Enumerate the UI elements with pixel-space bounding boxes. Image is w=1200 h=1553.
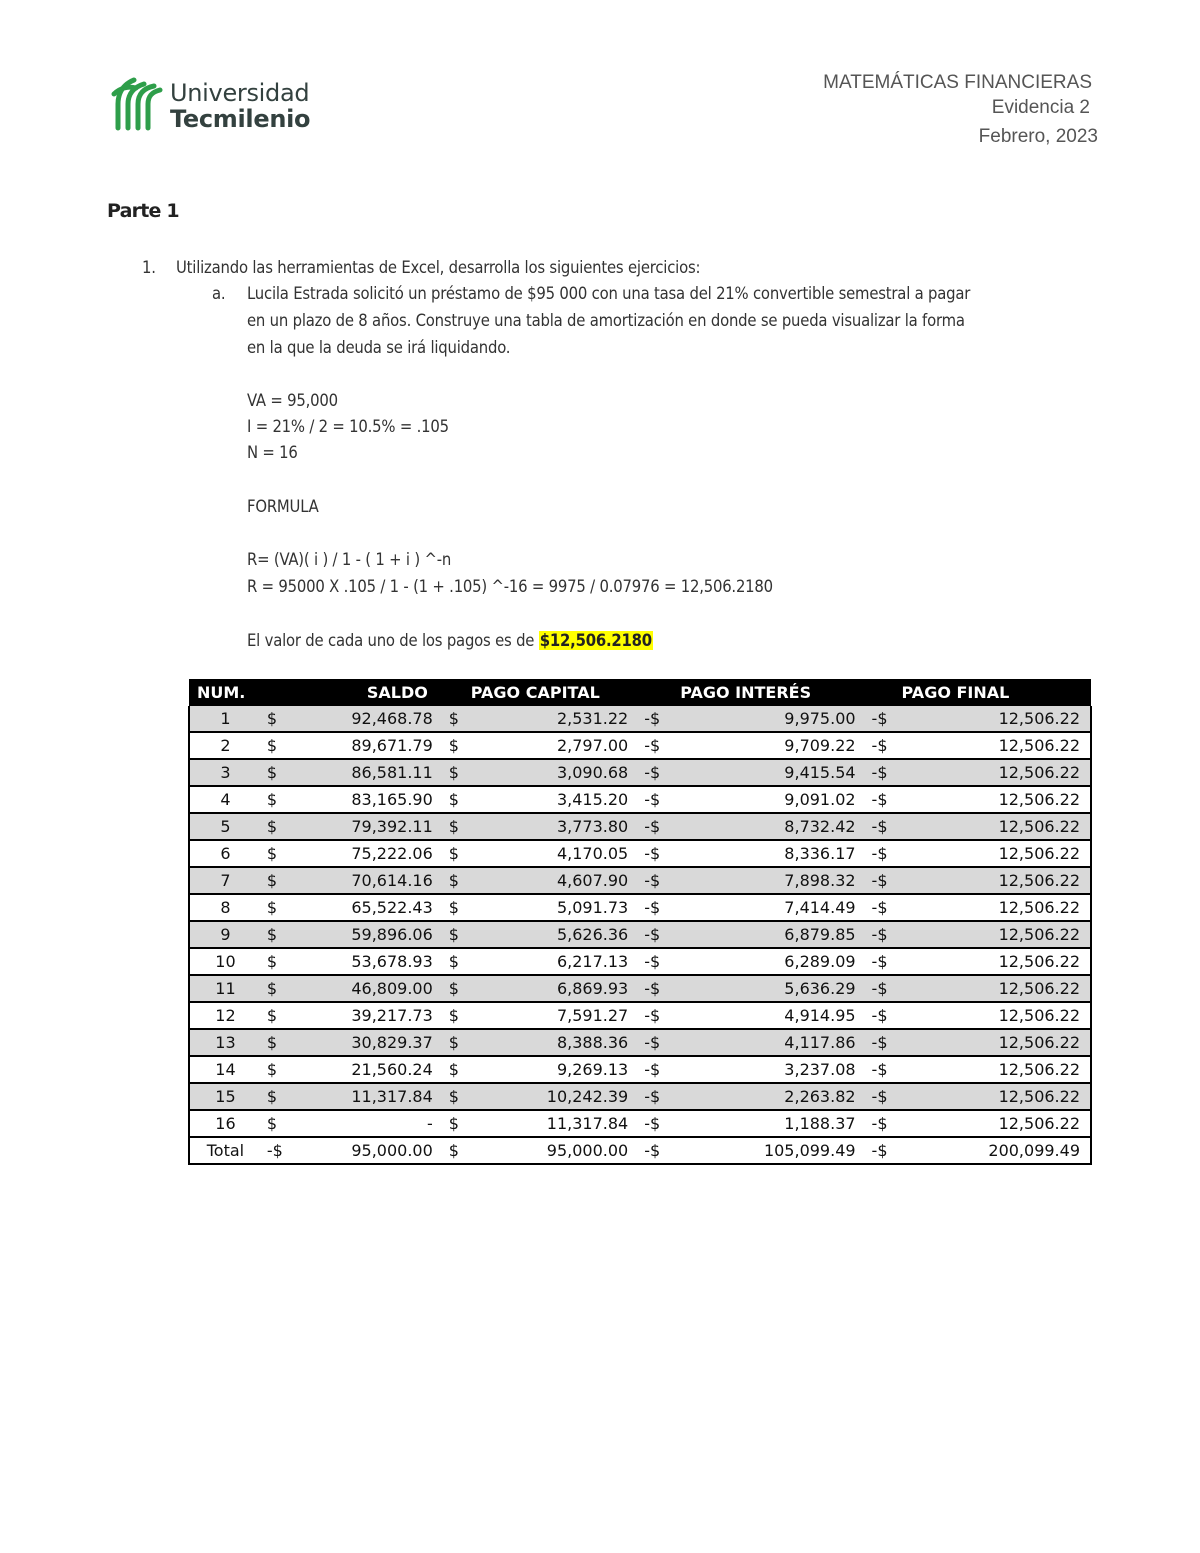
cell-num: 6	[189, 840, 261, 867]
cell-currency: $	[443, 786, 475, 813]
cell-currency: $	[261, 894, 293, 921]
cell-currency: -$	[638, 786, 678, 813]
header-pago-final: PAGO FINAL	[866, 679, 1091, 706]
cell-num: Total	[189, 1137, 261, 1164]
cell-currency: -$	[866, 1110, 906, 1137]
cell-saldo: 46,809.00	[293, 975, 443, 1002]
cell-currency: -$	[866, 759, 906, 786]
cell-pago-capital: 3,773.80	[475, 813, 639, 840]
cell-saldo: 92,468.78	[293, 706, 443, 732]
cell-pago-capital: 5,091.73	[475, 894, 639, 921]
cell-currency: $	[443, 1110, 475, 1137]
document-date: Febrero, 2023	[978, 126, 1098, 147]
table-row	[189, 975, 1091, 1002]
result-sentence	[247, 631, 653, 650]
cell-num: 2	[189, 732, 261, 759]
cell-currency: -$	[638, 1002, 678, 1029]
cell-pago-final: 12,506.22	[905, 894, 1091, 921]
cell-pago-capital: 2,797.00	[475, 732, 639, 759]
cell-currency: $	[443, 840, 475, 867]
cell-pago-final: 12,506.22	[905, 921, 1091, 948]
cell-currency: $	[261, 759, 293, 786]
cell-currency: -$	[866, 1137, 906, 1164]
header-pago-capital: PAGO CAPITAL	[443, 679, 638, 706]
cell-pago-final: 12,506.22	[905, 732, 1091, 759]
cell-currency: -$	[866, 786, 906, 813]
cell-pago-capital: 4,170.05	[475, 840, 639, 867]
cell-num: 4	[189, 786, 261, 813]
cell-saldo: 53,678.93	[293, 948, 443, 975]
cell-currency: $	[261, 1002, 293, 1029]
cell-saldo: 79,392.11	[293, 813, 443, 840]
table-row	[189, 867, 1091, 894]
result-text: El valor de cada uno de los pagos es de	[247, 631, 539, 650]
cell-currency: -$	[866, 1002, 906, 1029]
cell-currency: -$	[638, 840, 678, 867]
cell-pago-capital: 5,626.36	[475, 921, 639, 948]
cell-currency: $	[443, 894, 475, 921]
cell-currency: -$	[866, 948, 906, 975]
cell-currency: -$	[866, 840, 906, 867]
cell-currency: $	[261, 1083, 293, 1110]
cell-currency: $	[443, 975, 475, 1002]
logo-text-tecmilenio: Tecmilenio	[170, 105, 311, 133]
cell-pago-final: 12,506.22	[905, 786, 1091, 813]
cell-currency: -$	[866, 732, 906, 759]
cell-pago-final: 12,506.22	[905, 1029, 1091, 1056]
cell-pago-capital: 95,000.00	[475, 1137, 639, 1164]
table-row	[189, 1056, 1091, 1083]
tecmilenio-leaf-icon	[110, 74, 166, 132]
cell-currency: -$	[866, 867, 906, 894]
cell-currency: $	[443, 948, 475, 975]
cell-currency: -$	[638, 759, 678, 786]
periods-value: N = 16	[247, 443, 298, 462]
cell-saldo: 83,165.90	[293, 786, 443, 813]
cell-currency: -$	[866, 921, 906, 948]
cell-currency: $	[261, 948, 293, 975]
cell-pago-interes: 5,636.29	[678, 975, 865, 1002]
cell-currency: $	[443, 1002, 475, 1029]
table-row	[189, 1002, 1091, 1029]
table-row	[189, 786, 1091, 813]
cell-num: 7	[189, 867, 261, 894]
cell-currency: -$	[638, 1110, 678, 1137]
cell-currency: -$	[638, 1029, 678, 1056]
cell-saldo: 11,317.84	[293, 1083, 443, 1110]
cell-pago-interes: 9,415.54	[678, 759, 865, 786]
cell-currency: $	[261, 1110, 293, 1137]
cell-currency: $	[443, 732, 475, 759]
cell-currency: $	[443, 813, 475, 840]
cell-currency: $	[443, 759, 475, 786]
cell-saldo: 59,896.06	[293, 921, 443, 948]
cell-pago-final: 12,506.22	[905, 813, 1091, 840]
cell-currency: -$	[866, 975, 906, 1002]
cell-currency: -$	[866, 1056, 906, 1083]
result-value: $12,506.2180	[539, 631, 652, 650]
sub-question-letter: a.	[212, 284, 226, 303]
table-header-row	[189, 679, 1091, 706]
cell-num: 8	[189, 894, 261, 921]
cell-num: 1	[189, 706, 261, 732]
cell-pago-capital: 7,591.27	[475, 1002, 639, 1029]
cell-currency: $	[261, 706, 293, 732]
cell-currency: -$	[866, 1029, 906, 1056]
cell-pago-interes: 4,914.95	[678, 1002, 865, 1029]
table-row	[189, 706, 1091, 732]
question-text: Utilizando las herramientas de Excel, desarrolla los siguientes ejercicios:	[176, 258, 701, 277]
cell-pago-final: 12,506.22	[905, 840, 1091, 867]
header-num: NUM.	[189, 679, 261, 706]
cell-currency: -$	[638, 975, 678, 1002]
table-total-row	[189, 1137, 1091, 1164]
cell-pago-interes: 9,709.22	[678, 732, 865, 759]
cell-saldo: 65,522.43	[293, 894, 443, 921]
cell-num: 12	[189, 1002, 261, 1029]
cell-pago-capital: 11,317.84	[475, 1110, 639, 1137]
cell-num: 5	[189, 813, 261, 840]
cell-saldo: 86,581.11	[293, 759, 443, 786]
formula: R= (VA)( i ) / 1 - ( 1 + i ) ^-n	[247, 550, 452, 569]
cell-currency: -$	[638, 867, 678, 894]
cell-currency: $	[443, 1056, 475, 1083]
cell-currency: -$	[866, 1083, 906, 1110]
cell-currency: -$	[638, 1137, 678, 1164]
table-row	[189, 813, 1091, 840]
cell-currency: $	[443, 1083, 475, 1110]
cell-pago-final: 12,506.22	[905, 1083, 1091, 1110]
cell-currency: -$	[638, 1083, 678, 1110]
question-number: 1.	[142, 258, 156, 277]
cell-pago-interes: 105,099.49	[678, 1137, 865, 1164]
cell-pago-capital: 9,269.13	[475, 1056, 639, 1083]
rate-value: I = 21% / 2 = 10.5% = .105	[247, 417, 449, 436]
cell-pago-interes: 9,091.02	[678, 786, 865, 813]
cell-pago-final: 12,506.22	[905, 1110, 1091, 1137]
table-row	[189, 1083, 1091, 1110]
cell-pago-interes: 7,898.32	[678, 867, 865, 894]
cell-pago-interes: 2,263.82	[678, 1083, 865, 1110]
cell-saldo: 89,671.79	[293, 732, 443, 759]
document-header	[823, 70, 1098, 149]
cell-pago-capital: 8,388.36	[475, 1029, 639, 1056]
cell-pago-capital: 3,090.68	[475, 759, 639, 786]
cell-saldo: 95,000.00	[293, 1137, 443, 1164]
cell-pago-final: 12,506.22	[905, 1056, 1091, 1083]
cell-currency: $	[261, 867, 293, 894]
cell-pago-capital: 10,242.39	[475, 1083, 639, 1110]
cell-currency: -$	[638, 732, 678, 759]
cell-currency: -$	[866, 813, 906, 840]
cell-pago-final: 12,506.22	[905, 706, 1091, 732]
table-row	[189, 732, 1091, 759]
cell-currency: -$	[638, 706, 678, 732]
sub-question-line: en un plazo de 8 años. Construye una tabla de amortización en donde se pueda visualizar la forma	[247, 311, 965, 330]
cell-pago-final: 12,506.22	[905, 759, 1091, 786]
cell-pago-interes: 8,732.42	[678, 813, 865, 840]
table-row	[189, 921, 1091, 948]
calculation: R = 95000 X .105 / 1 - (1 + .105) ^-16 = 9975 / 0.07976 = 12,506.2180	[247, 577, 773, 596]
cell-currency: $	[261, 840, 293, 867]
cell-num: 15	[189, 1083, 261, 1110]
cell-pago-interes: 8,336.17	[678, 840, 865, 867]
cell-currency: $	[261, 813, 293, 840]
cell-saldo: 39,217.73	[293, 1002, 443, 1029]
cell-num: 14	[189, 1056, 261, 1083]
cell-currency: -$	[638, 813, 678, 840]
table-row	[189, 1110, 1091, 1137]
cell-currency: $	[443, 706, 475, 732]
cell-currency: $	[443, 921, 475, 948]
cell-currency: -$	[866, 894, 906, 921]
cell-currency: $	[443, 1137, 475, 1164]
cell-currency: -$	[866, 706, 906, 732]
cell-saldo: 21,560.24	[293, 1056, 443, 1083]
cell-num: 3	[189, 759, 261, 786]
cell-pago-capital: 6,869.93	[475, 975, 639, 1002]
table-row	[189, 948, 1091, 975]
cell-currency: -$	[638, 1056, 678, 1083]
cell-pago-interes: 6,289.09	[678, 948, 865, 975]
sub-question-line: en la que la deuda se irá liquidando.	[247, 338, 511, 357]
cell-currency: -$	[261, 1137, 293, 1164]
cell-pago-capital: 6,217.13	[475, 948, 639, 975]
cell-pago-interes: 4,117.86	[678, 1029, 865, 1056]
header-pago-interes: PAGO INTERÉS	[638, 679, 865, 706]
cell-pago-final: 12,506.22	[905, 867, 1091, 894]
table-row	[189, 759, 1091, 786]
cell-num: 16	[189, 1110, 261, 1137]
cell-currency: $	[443, 867, 475, 894]
table-row	[189, 840, 1091, 867]
va-value: VA = 95,000	[247, 391, 338, 410]
cell-currency: -$	[638, 921, 678, 948]
university-logo	[110, 74, 310, 134]
logo-text-universidad: Universidad	[170, 79, 310, 107]
cell-currency: $	[261, 975, 293, 1002]
cell-pago-capital: 3,415.20	[475, 786, 639, 813]
cell-saldo: 70,614.16	[293, 867, 443, 894]
cell-pago-interes: 1,188.37	[678, 1110, 865, 1137]
cell-pago-interes: 7,414.49	[678, 894, 865, 921]
amortization-table	[188, 679, 1092, 1165]
sub-question-line: Lucila Estrada solicitó un préstamo de $95 000 con una tasa del 21% convertible semestral a pagar	[247, 284, 971, 303]
cell-pago-final: 12,506.22	[905, 1002, 1091, 1029]
cell-saldo: 75,222.06	[293, 840, 443, 867]
formula-label: FORMULA	[247, 497, 319, 516]
cell-currency: $	[261, 786, 293, 813]
cell-pago-interes: 9,975.00	[678, 706, 865, 732]
table-row	[189, 1029, 1091, 1056]
cell-currency: $	[261, 1056, 293, 1083]
section-title: Parte 1	[107, 200, 179, 222]
cell-pago-capital: 4,607.90	[475, 867, 639, 894]
cell-pago-capital: 2,531.22	[475, 706, 639, 732]
cell-currency: -$	[638, 894, 678, 921]
cell-pago-interes: 3,237.08	[678, 1056, 865, 1083]
cell-currency: $	[261, 732, 293, 759]
cell-pago-interes: 6,879.85	[678, 921, 865, 948]
table-row	[189, 894, 1091, 921]
cell-currency: $	[443, 1029, 475, 1056]
cell-pago-final: 12,506.22	[905, 948, 1091, 975]
cell-saldo: -	[293, 1110, 443, 1137]
cell-pago-final: 200,099.49	[905, 1137, 1091, 1164]
cell-num: 9	[189, 921, 261, 948]
cell-pago-final: 12,506.22	[905, 975, 1091, 1002]
cell-currency: -$	[638, 948, 678, 975]
cell-num: 10	[189, 948, 261, 975]
assignment-label: Evidencia 2	[991, 97, 1090, 118]
course-title: MATEMÁTICAS FINANCIERAS	[823, 72, 1092, 93]
header-saldo: SALDO	[261, 679, 443, 706]
cell-currency: $	[261, 921, 293, 948]
cell-currency: $	[261, 1029, 293, 1056]
cell-saldo: 30,829.37	[293, 1029, 443, 1056]
cell-num: 13	[189, 1029, 261, 1056]
cell-num: 11	[189, 975, 261, 1002]
